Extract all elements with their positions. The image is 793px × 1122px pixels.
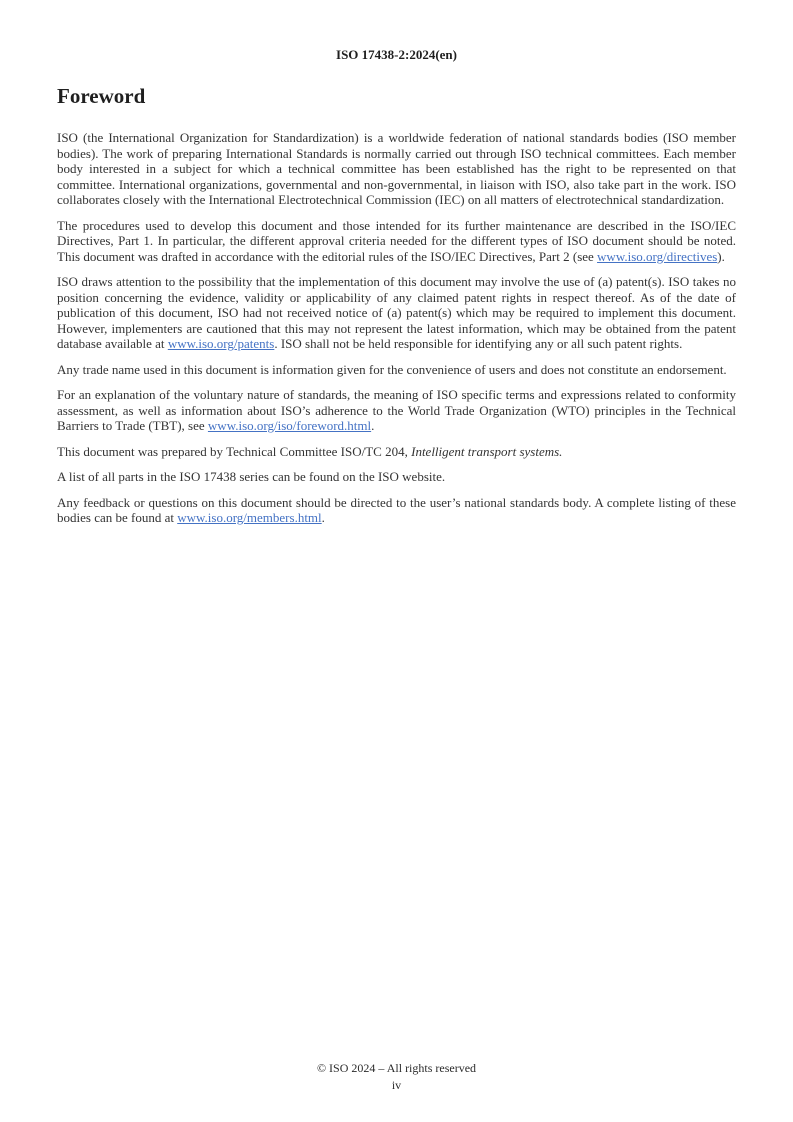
- document-reference: ISO 17438-2:2024(en): [336, 47, 457, 62]
- paragraph: [57, 444, 736, 460]
- page-number: iv: [391, 1078, 402, 1092]
- paragraph: [57, 130, 736, 208]
- text-run: . ISO shall not be held responsible for identifying any or all such patent rights.: [274, 336, 683, 352]
- paragraph: [57, 469, 736, 485]
- text-run: Any trade name used in this document is information given for the convenience of users and does not constitute an endorsement.: [57, 361, 727, 377]
- hyperlink[interactable]: www.iso.org/members.html: [177, 510, 322, 526]
- text-run: Any feedback or questions on this document should be directed to the user’s national standards body. A complete listing of these bodies can be found at: [57, 494, 736, 526]
- paragraph: [57, 218, 736, 265]
- italic-text: Intelligent transport systems.: [411, 443, 563, 459]
- text-run: A list of all parts in the ISO 17438 series can be found on the ISO website.: [57, 469, 446, 485]
- paragraph: [57, 274, 736, 352]
- document-footer: [0, 1060, 793, 1094]
- text-run: .: [371, 418, 375, 434]
- paragraph: [57, 362, 736, 378]
- hyperlink[interactable]: www.iso.org/directives: [597, 248, 718, 264]
- text-run: .: [321, 510, 325, 526]
- text-run: This document was prepared by Technical Committee ISO/TC 204,: [57, 443, 412, 459]
- text-run: For an explanation of the voluntary nature of standards, the meaning of ISO specific terms and expressions related to conformity assessment, as well as information about ISO’s adherence to the World Trade Organization (WTO) principles in the Technical Barriers to Trade (TBT), see: [57, 387, 736, 434]
- document-header: [0, 47, 793, 63]
- hyperlink[interactable]: www.iso.org/patents: [167, 336, 275, 352]
- text-run: The procedures used to develop this document and those intended for its further maintenance are described in the ISO/IEC Directives, Part 1. In particular, the different approval criteria needed for the different types of ISO document should be noted. This document was drafted in accordance with the editorial rules of the ISO/IEC Directives, Part 2 (see: [57, 217, 736, 264]
- text-run: ISO (the International Organization for Standardization) is a worldwide federation of national standards bodies (ISO member bodies). The work of preparing International Standards is normally carried out through ISO technical committees. Each member body interested in a subject for which a technical committee has been established has the right to be represented on that committee. International organizations, governmental and non-governmental, in liaison with ISO, also take part in the work. ISO collaborates closely with the International Electrotechnical Commission (IEC) on all matters of electrotechnical standardization.: [57, 130, 736, 208]
- page-title: Foreword: [57, 84, 146, 108]
- document-content: [57, 85, 736, 536]
- document-body: [57, 130, 736, 526]
- hyperlink[interactable]: www.iso.org/iso/foreword.html: [207, 418, 372, 434]
- paragraph: [57, 495, 736, 526]
- paragraph: [57, 387, 736, 434]
- text-run: ISO draws attention to the possibility that the implementation of this document may involve the use of (a) patent(s). ISO takes no position concerning the evidence, validity or applicability of any claimed patent rights in respect thereof. As of the date of publication of this document, ISO had not received notice of (a) patent(s) which may be required to implement this document. However, implementers are cautioned that this may not represent the latest information, which may be obtained from the patent database available at: [57, 274, 736, 352]
- copyright-notice: © ISO 2024 – All rights reserved: [316, 1061, 477, 1075]
- text-run: ).: [717, 248, 725, 264]
